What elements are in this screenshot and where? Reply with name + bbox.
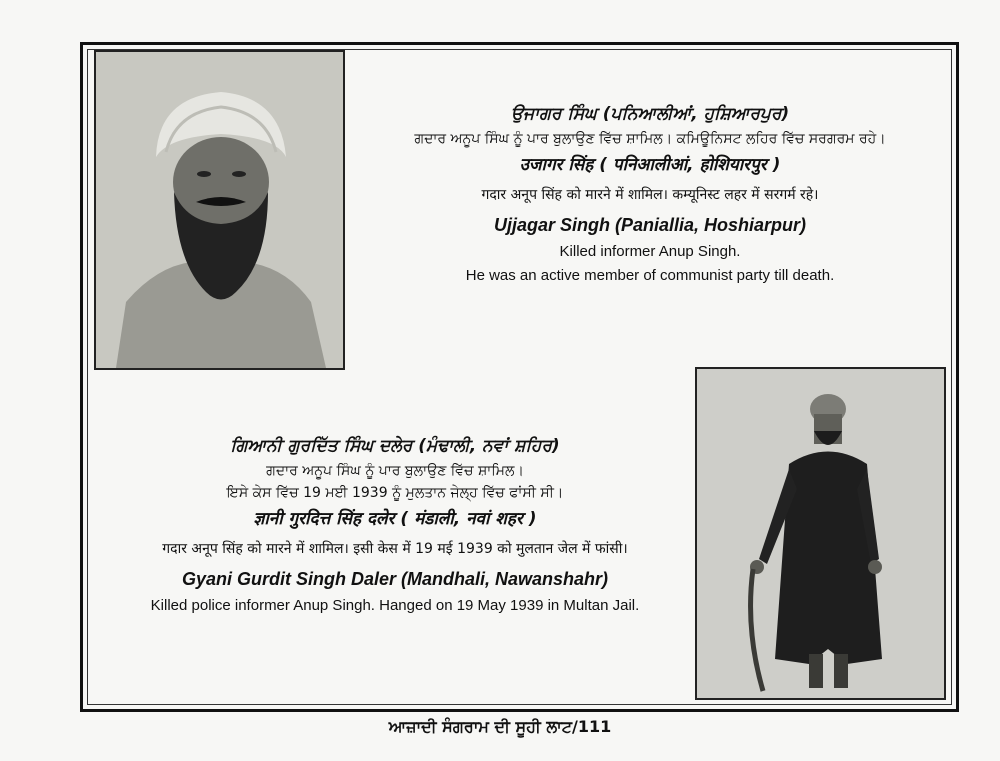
gurmukhi-description-line-1: ਗਦਾਰ ਅਨੂਪ ਸਿੰਘ ਨੂੰ ਪਾਰ ਬੁਲਾਉਣ ਵਿੱਚ ਸ਼ਾਮਿਲ। <box>266 463 524 479</box>
english-description-line-2: He was an active member of communist party till death. <box>465 267 835 284</box>
hindi-description: गदार अनूप सिंह को मारने में शामिल। इसी केस में 19 मई 1939 को मुलतान जेल में फांसी। <box>162 541 628 557</box>
gurmukhi-description-line-2: ਇਸੇ ਕੇਸ ਵਿੱਚ 19 ਮਈ 1939 ਨੂੰ ਮੁਲਤਾਨ ਜੇਲ੍ਹ ਵਿੱਚ ਫਾਂਸੀ ਸੀ। <box>226 485 564 501</box>
portrait-gurdit-singh-daler <box>695 367 946 700</box>
page-footer: ਆਜ਼ਾਦੀ ਸੰਗਰਾਮ ਦੀ ਸੂਹੀ ਲਾਟ/111 <box>388 717 612 736</box>
hindi-description: गदार अनूप सिंह को मारने में शामिल। कम्यूनिस्ट लहर में सरगर्म रहे। <box>481 187 819 203</box>
gurmukhi-description: ਗਦਾਰ ਅਨੂਪ ਸਿੰਘ ਨੂੰ ਪਾਰ ਬੁਲਾਉਣ ਵਿੱਚ ਸ਼ਾਮਿਲ। ਕਮਿਊਨਿਸਟ ਲਹਿਰ ਵਿੱਚ ਸਰਗਰਮ ਰਹੇ। <box>414 131 886 147</box>
english-name: Gyani Gurdit Singh Daler (Mandhali, Nawanshahr) <box>181 569 609 589</box>
entry-gurdit-singh-daler <box>100 432 690 618</box>
gurmukhi-name: ਉਜਾਗਰ ਸਿੰਘ (ਪਨਿਆਲੀਆਂ, ਹੁਸ਼ਿਆਰਪੁਰ) <box>510 104 790 124</box>
entry-ujjagar-singh <box>370 100 930 288</box>
english-description-line-1: Killed informer Anup Singh. <box>559 243 741 260</box>
hindi-name: उजागर सिंह ( पनिआलीआं, होशियारपुर ) <box>519 155 781 175</box>
english-description: Killed police informer Anup Singh. Hanged on 19 May 1939 in Multan Jail. <box>150 597 640 614</box>
english-name: Ujjagar Singh (Paniallia, Hoshiarpur) <box>493 215 807 235</box>
hindi-name: ज्ञानी गुरदित्त सिंह दलेर ( मंडाली, नवां शहर ) <box>253 509 537 529</box>
gurmukhi-name: ਗਿਆਨੀ ਗੁਰਦਿੱਤ ਸਿੰਘ ਦਲੇਰ (ਮੰਢਾਲੀ, ਨਵਾਂ ਸ਼ਹਿਰ) <box>230 436 560 456</box>
portrait-ujjagar-singh <box>94 50 345 370</box>
